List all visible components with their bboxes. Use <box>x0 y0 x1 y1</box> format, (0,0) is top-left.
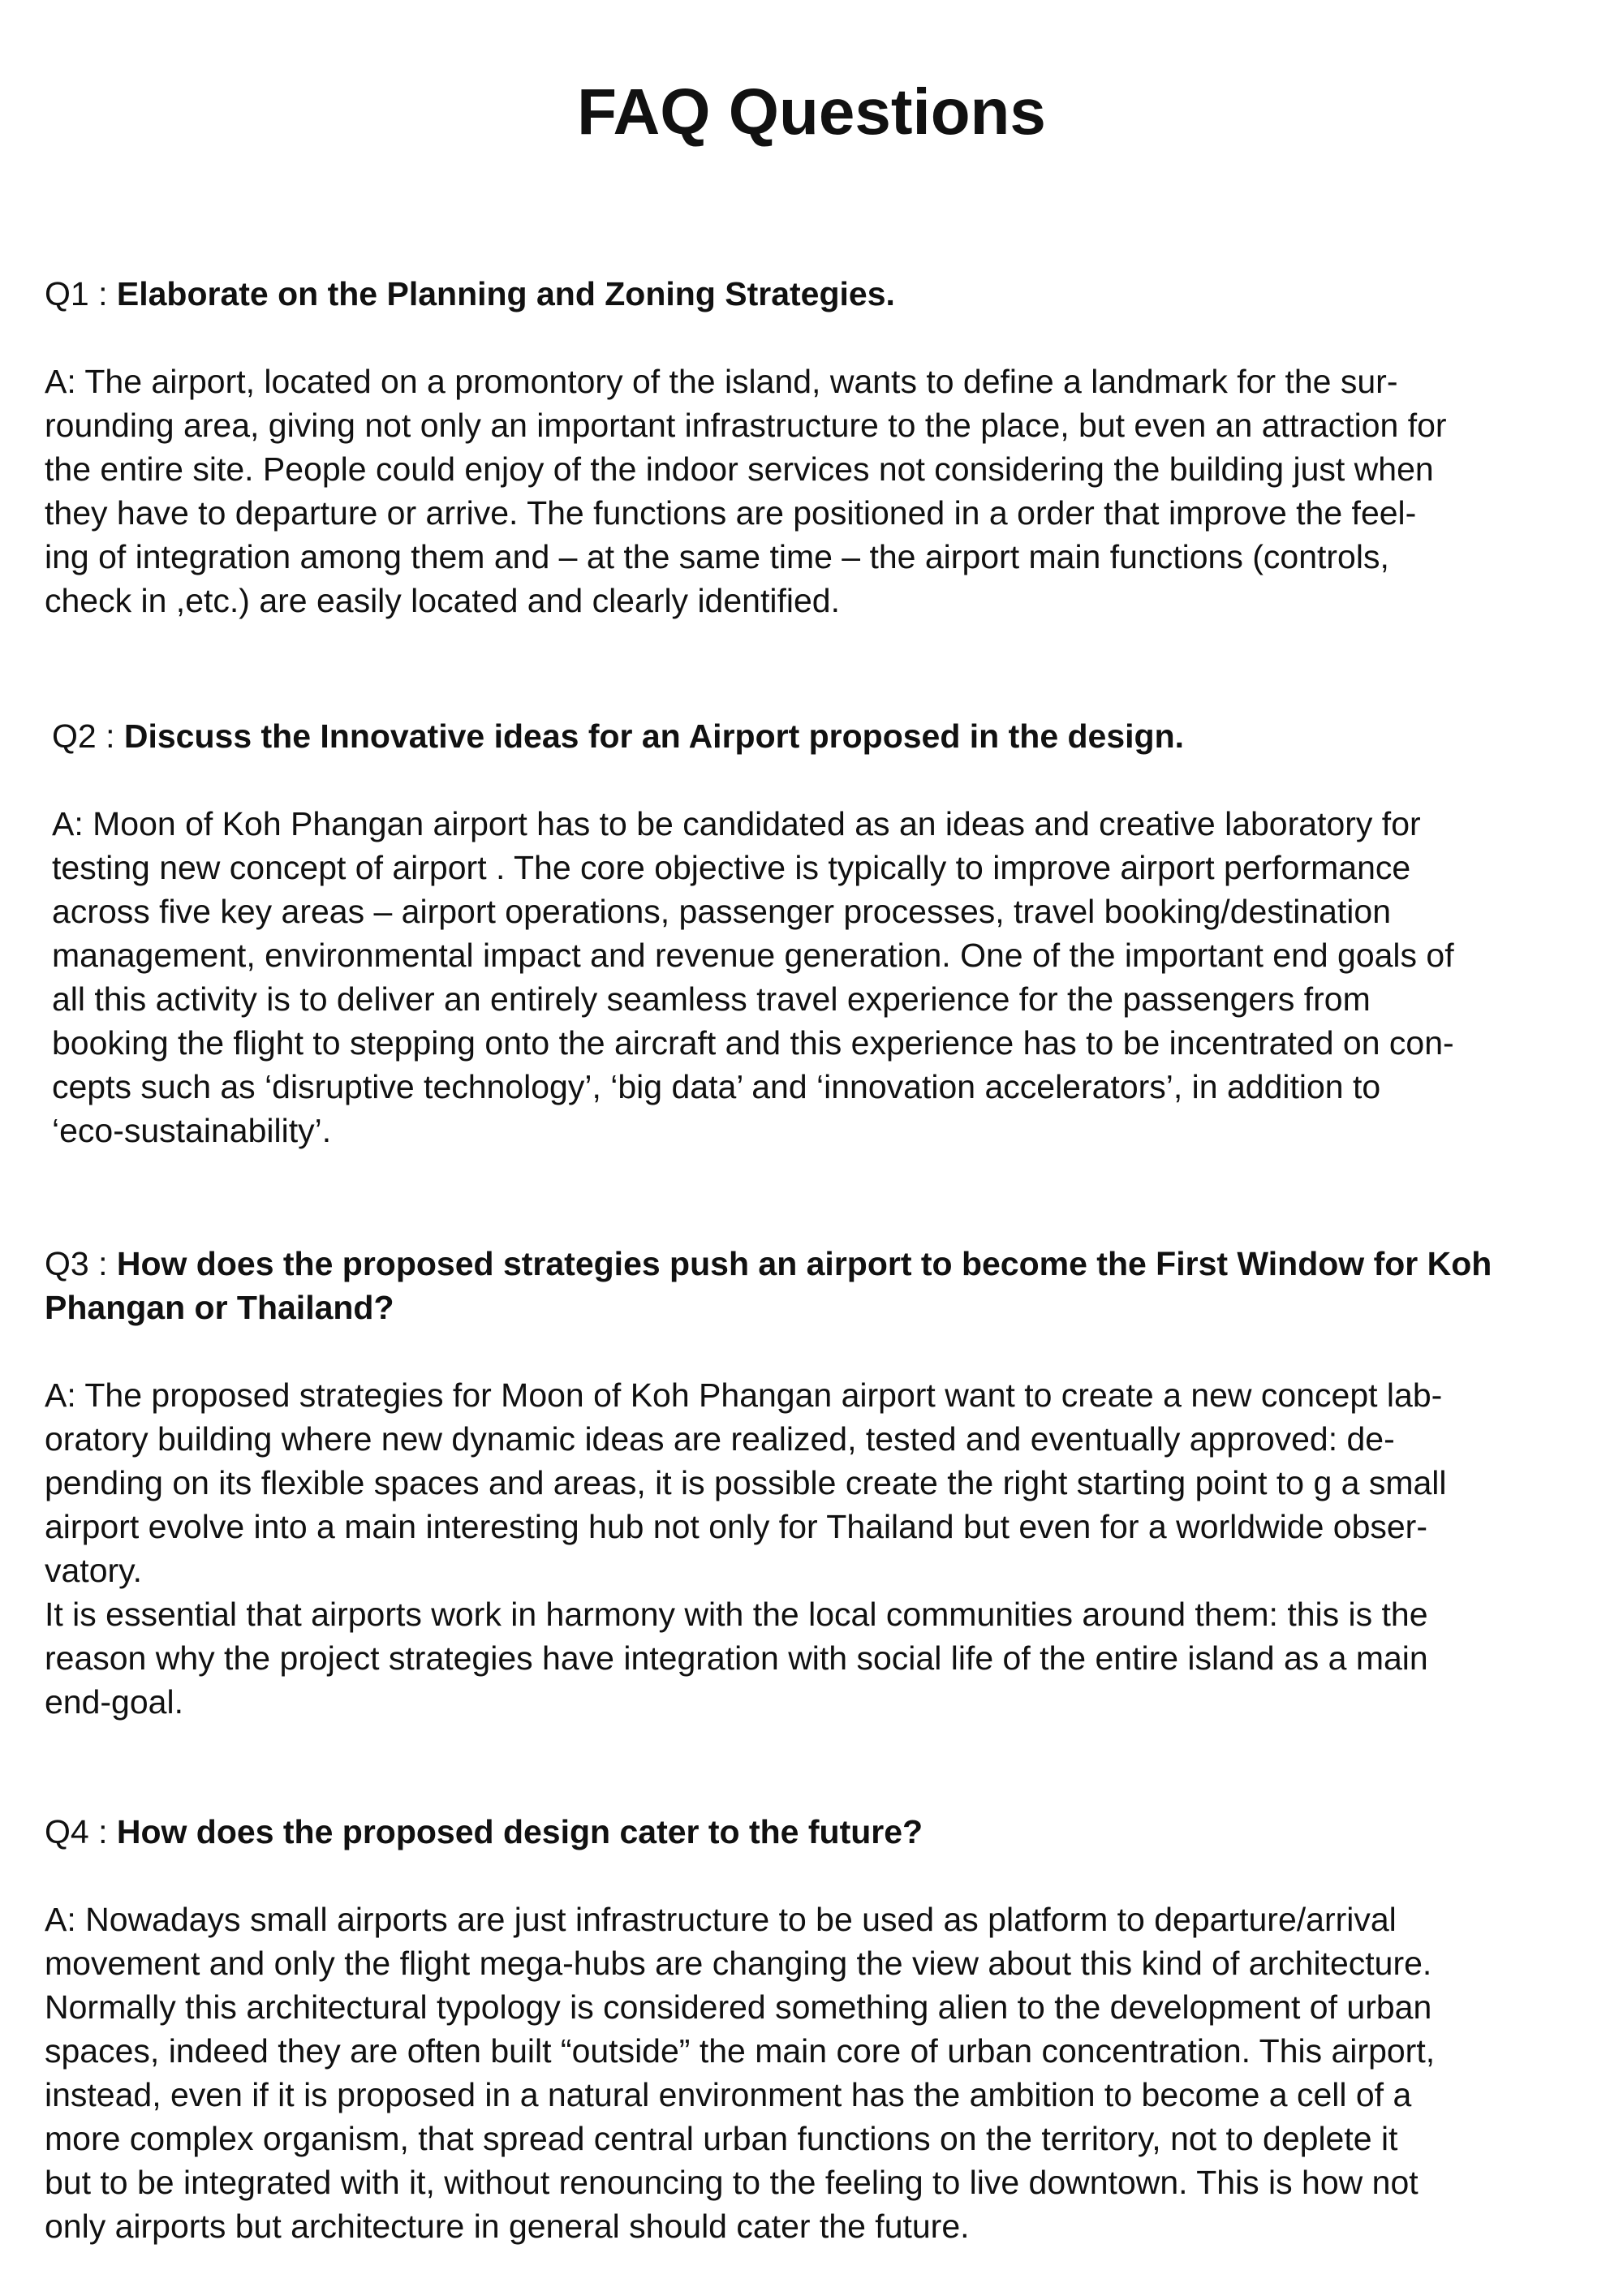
answer-line: management, environmental impact and revenue generation. One of the important end goals of <box>52 937 1454 974</box>
answer-line: reason why the project strategies have integration with social life of the entire island as a main <box>45 1639 1428 1677</box>
answer-line: end-goal. <box>45 1683 183 1721</box>
answer-line: booking the flight to stepping onto the aircraft and this experience has to be incentrated on con- <box>52 1024 1454 1062</box>
question-label: Q1 : <box>45 275 117 312</box>
faq-question-2 <box>52 714 1591 758</box>
page-title: FAQ Questions <box>577 75 1046 148</box>
question-text: Discuss the Innovative ideas for an Airport proposed in the design. <box>123 717 1185 755</box>
answer-line: movement and only the flight mega-hubs are changing the view about this kind of architecture. <box>45 1945 1432 1982</box>
answer-line: It is essential that airports work in harmony with the local communities around them: this is the <box>45 1596 1428 1633</box>
answer-line: all this activity is to deliver an entirely seamless travel experience for the passengers from <box>52 980 1371 1018</box>
answer-line: more complex organism, that spread central urban functions on the territory, not to deplete it <box>45 2120 1398 2157</box>
question-text: How does the proposed design cater to the future? <box>116 1813 923 1850</box>
answer-line: vatory. <box>45 1552 142 1589</box>
answer-line: the entire site. People could enjoy of the indoor services not considering the building just when <box>45 450 1434 488</box>
answer-line: ‘eco-sustainability’. <box>52 1112 332 1149</box>
question-label: Q3 : <box>45 1245 117 1282</box>
question-label: Q2 : <box>52 717 124 755</box>
answer-line: across five key areas – airport operations, passenger processes, travel booking/destination <box>52 893 1392 930</box>
answer-line: only airports but architecture in general should cater the future. <box>45 2208 970 2245</box>
faq-answer-2 <box>52 802 1591 1152</box>
question-text: Elaborate on the Planning and Zoning Strategies. <box>116 275 895 312</box>
answer-line: A: Moon of Koh Phangan airport has to be candidated as an ideas and creative laboratory for <box>52 805 1421 842</box>
answer-line: airport evolve into a main interesting hub not only for Thailand but even for a worldwide obser- <box>45 1508 1427 1545</box>
answer-line: testing new concept of airport . The core objective is typically to improve airport performance <box>52 849 1411 886</box>
faq-answer-4 <box>45 1898 1591 2248</box>
answer-line: cepts such as ‘disruptive technology’, ‘big data’ and ‘innovation accelerators’, in addition to <box>52 1068 1381 1105</box>
faq-item-4 <box>45 1810 1591 2248</box>
answer-line: but to be integrated with it, without renouncing to the feeling to live downtown. This is how not <box>45 2164 1419 2201</box>
answer-line: Normally this architectural typology is considered something alien to the development of urban <box>45 1988 1432 2026</box>
answer-line: A: Nowadays small airports are just infrastructure to be used as platform to departure/arrival <box>45 1901 1397 1938</box>
faq-question-3 <box>45 1242 1591 1329</box>
faq-item-3 <box>45 1242 1591 1724</box>
answer-line: oratory building where new dynamic ideas are realized, tested and eventually approved: de- <box>45 1420 1395 1458</box>
answer-line: they have to departure or arrive. The functions are positioned in a order that improve the feel- <box>45 494 1417 532</box>
faq-question-4 <box>45 1810 1591 1854</box>
faq-answer-1 <box>45 360 1591 622</box>
answer-line: rounding area, giving not only an important infrastructure to the place, but even an attraction for <box>45 407 1447 444</box>
question-label: Q4 : <box>45 1813 117 1850</box>
answer-line: ing of integration among them and – at the same time – the airport main functions (controls, <box>45 538 1389 575</box>
answer-line: check in ,etc.) are easily located and clearly identified. <box>45 582 840 619</box>
answer-line: spaces, indeed they are often built “outside” the main core of urban concentration. This airport, <box>45 2032 1436 2070</box>
faq-item-2 <box>52 714 1591 1152</box>
faq-question-1 <box>45 272 1591 316</box>
answer-line: instead, even if it is proposed in a natural environment has the ambition to become a cell of a <box>45 2076 1412 2113</box>
answer-line: A: The proposed strategies for Moon of Koh Phangan airport want to create a new concept lab- <box>45 1376 1443 1414</box>
faq-item-1 <box>45 272 1591 622</box>
faq-answer-3 <box>45 1373 1591 1724</box>
question-text: How does the proposed strategies push an airport to become the First Window for Koh Phangan or Thailand? <box>45 1245 1492 1326</box>
answer-line: pending on its flexible spaces and areas, it is possible create the right starting point to g a small <box>45 1464 1447 1501</box>
answer-line: A: The airport, located on a promontory of the island, wants to define a landmark for the sur- <box>45 363 1398 400</box>
